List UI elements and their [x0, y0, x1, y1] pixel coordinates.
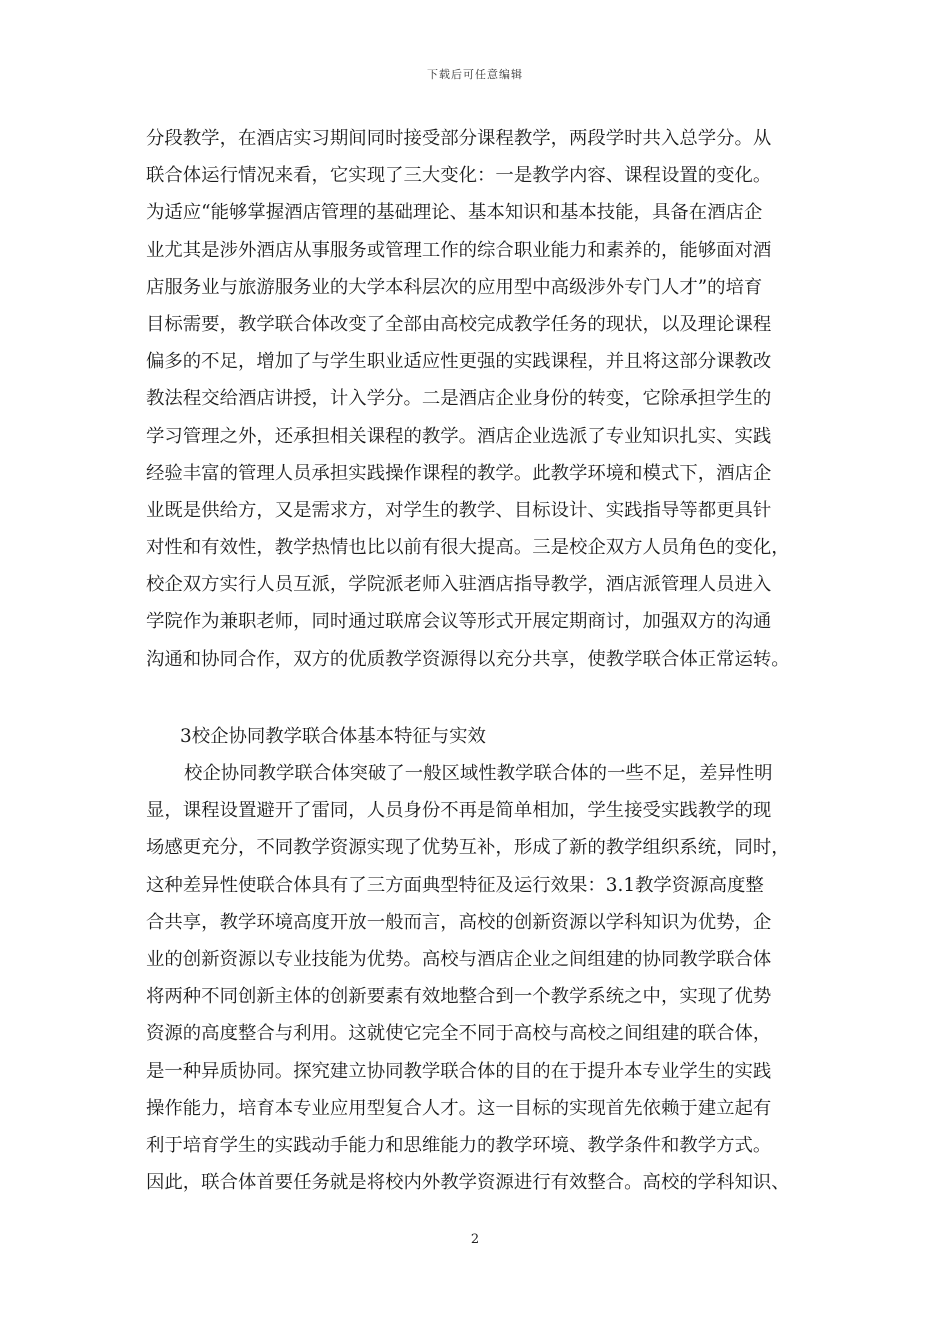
- section-heading: 3校企协同教学联合体基本特征与实效: [180, 726, 486, 747]
- text-line: 分段教学，在酒店实习期间同时接受部分课程教学，两段学时共入总学分。从: [146, 128, 772, 149]
- text-line: 显，课程设置避开了雷同，人员身份不再是简单相加，学生接受实践教学的现: [146, 800, 772, 822]
- text-line: 为适应“能够掌握酒店管理的基础理论、基本知识和基本技能，具备在酒店企: [146, 202, 763, 224]
- text-line: 学院作为兼职老师，同时通过联席会议等形式开展定期商讨，加强双方的沟通: [146, 611, 772, 633]
- text-line: 目标需要，教学联合体改变了全部由高校完成教学任务的现状，以及理论课程: [146, 313, 772, 335]
- text-line: 资源的高度整合与利用。这就使它完全不同于高校与高校之间组建的联合体，: [146, 1023, 772, 1045]
- text-line: 教法程交给酒店讲授，计入学分。二是酒店企业身份的转变，它除承担学生的: [146, 388, 772, 410]
- paragraph-2: [146, 755, 818, 1201]
- text-line: 是一种异质协同。探究建立协同教学联合体的目的在于提升本专业学生的实践: [146, 1060, 772, 1082]
- text-line: 这种差异性使联合体具有了三方面典型特征及运行效果：3.1教学资源高度整: [146, 874, 764, 896]
- text-line: 业既是供给方，又是需求方，对学生的教学、目标设计、实践指导等都更具针: [146, 499, 772, 521]
- page-header: 下载后可任意编辑: [427, 68, 523, 81]
- text-line: 合共享，教学环境高度开放一般而言，高校的创新资源以学科知识为优势，企: [146, 911, 772, 933]
- text-line: 业的创新资源以专业技能为优势。高校与酒店企业之间组建的协同教学联合体: [146, 948, 772, 970]
- text-line: 联合体运行情况来看，它实现了三大变化：一是教学内容、课程设置的变化。: [146, 165, 772, 187]
- text-line: 校企协同教学联合体突破了一般区域性教学联合体的一些不足，差异性明: [184, 763, 773, 784]
- page-number: 2: [470, 1232, 480, 1247]
- text-line: 校企双方实行人员互派，学院派老师入驻酒店指导教学，酒店派管理人员进入: [146, 574, 772, 596]
- text-line: 店服务业与旅游服务业的大学本科层次的应用型中高级涉外专门人才”的培育: [146, 276, 763, 298]
- text-line: 因此，联合体首要任务就是将校内外教学资源进行有效整合。高校的学科知识、: [146, 1172, 790, 1194]
- text-line: 操作能力，培育本专业应用型复合人才。这一目标的实现首先依赖于建立起有: [146, 1097, 772, 1119]
- text-line: 业尤其是涉外酒店从事服务或管理工作的综合职业能力和素养的，能够面对酒: [146, 239, 772, 261]
- text-line: 利于培育学生的实践动手能力和思维能力的教学环境、教学条件和教学方式。: [146, 1134, 772, 1156]
- text-line: 场感更充分，不同教学资源实现了优势互补，形成了新的教学组织系统，同时，: [146, 837, 790, 859]
- text-line: 经验丰富的管理人员承担实践操作课程的教学。此教学环境和模式下，酒店企: [146, 462, 772, 484]
- text-line: 偏多的不足，增加了与学生职业适应性更强的实践课程，并且将这部分课教改: [146, 351, 772, 373]
- text-line: 将两种不同创新主体的创新要素有效地整合到一个教学系统之中，实现了优势: [146, 986, 772, 1008]
- text-line: 对性和有效性，教学热情也比以前有很大提高。三是校企双方人员角色的变化，: [146, 537, 790, 559]
- paragraph-1: [146, 120, 818, 678]
- text-line: 沟通和协同合作，双方的优质教学资源得以充分共享，使教学联合体正常运转。: [146, 648, 790, 670]
- text-line: 学习管理之外，还承担相关课程的教学。酒店企业选派了专业知识扎实、实践: [146, 425, 772, 447]
